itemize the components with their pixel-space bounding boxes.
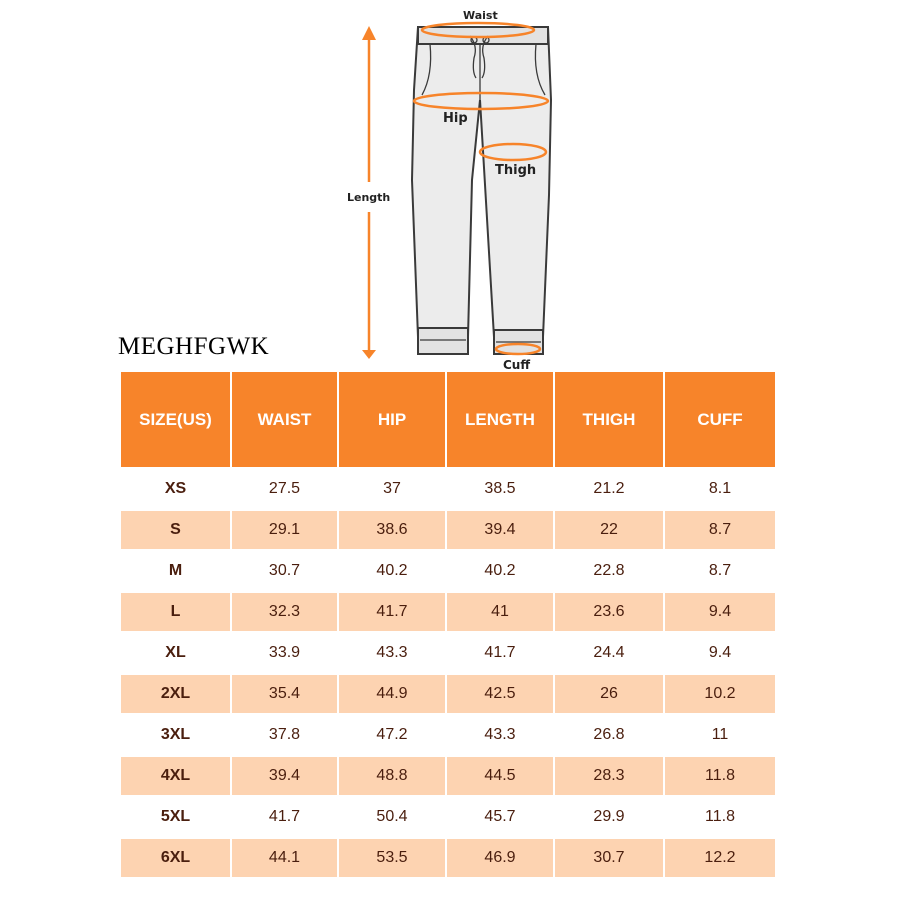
cell-cuff: 8.1 [665, 467, 775, 508]
cell-hip: 53.5 [339, 836, 445, 877]
table-row [121, 508, 775, 549]
cell-thigh: 23.6 [555, 590, 663, 631]
cell-size: 2XL [121, 672, 230, 713]
cell-thigh: 21.2 [555, 467, 663, 508]
cell-size: 6XL [121, 836, 230, 877]
cell-waist: 29.1 [232, 508, 337, 549]
cell-length: 45.7 [447, 795, 553, 836]
cell-cuff: 11.8 [665, 795, 775, 836]
cell-size: 3XL [121, 713, 230, 754]
cell-cuff: 8.7 [665, 549, 775, 590]
cell-size: M [121, 549, 230, 590]
table-row [121, 631, 775, 672]
header-size: SIZE(US) [121, 372, 230, 467]
cell-size: XL [121, 631, 230, 672]
table-header-row [121, 372, 775, 467]
cell-length: 46.9 [447, 836, 553, 877]
hip-label: Hip [443, 111, 468, 126]
header-thigh: THIGH [555, 372, 663, 467]
cell-waist: 32.3 [232, 590, 337, 631]
cell-waist: 27.5 [232, 467, 337, 508]
cell-hip: 44.9 [339, 672, 445, 713]
cell-length: 42.5 [447, 672, 553, 713]
cell-hip: 41.7 [339, 590, 445, 631]
cell-size: S [121, 508, 230, 549]
cell-cuff: 8.7 [665, 508, 775, 549]
table-body [121, 467, 775, 877]
cell-length: 43.3 [447, 713, 553, 754]
cell-length: 41.7 [447, 631, 553, 672]
cell-length: 40.2 [447, 549, 553, 590]
header-waist: WAIST [232, 372, 337, 467]
brand-name: MEGHFGWK [118, 333, 270, 360]
waist-label: Waist [463, 9, 498, 22]
thigh-label: Thigh [495, 163, 537, 178]
header-length: LENGTH [447, 372, 553, 467]
cell-waist: 39.4 [232, 754, 337, 795]
cell-length: 41 [447, 590, 553, 631]
table-row [121, 754, 775, 795]
cell-size: 5XL [121, 795, 230, 836]
cell-size: XS [121, 467, 230, 508]
cell-length: 44.5 [447, 754, 553, 795]
cell-waist: 37.8 [232, 713, 337, 754]
table-row [121, 713, 775, 754]
pants-outline [412, 27, 551, 354]
table-row [121, 836, 775, 877]
cell-waist: 30.7 [232, 549, 337, 590]
cell-waist: 33.9 [232, 631, 337, 672]
cell-thigh: 28.3 [555, 754, 663, 795]
cell-hip: 40.2 [339, 549, 445, 590]
table-row [121, 467, 775, 508]
cell-length: 39.4 [447, 508, 553, 549]
cell-thigh: 22 [555, 508, 663, 549]
cell-cuff: 9.4 [665, 631, 775, 672]
cell-thigh: 26.8 [555, 713, 663, 754]
cell-cuff: 11 [665, 713, 775, 754]
header-hip: HIP [339, 372, 445, 467]
cell-hip: 43.3 [339, 631, 445, 672]
pants-illustration [0, 0, 900, 372]
cell-hip: 48.8 [339, 754, 445, 795]
cell-cuff: 9.4 [665, 590, 775, 631]
cell-hip: 38.6 [339, 508, 445, 549]
cell-thigh: 29.9 [555, 795, 663, 836]
cell-thigh: 24.4 [555, 631, 663, 672]
cell-cuff: 10.2 [665, 672, 775, 713]
pants-measurement-diagram [0, 0, 900, 372]
cell-thigh: 30.7 [555, 836, 663, 877]
length-label: Length [347, 191, 391, 204]
cell-thigh: 26 [555, 672, 663, 713]
cell-waist: 41.7 [232, 795, 337, 836]
cell-waist: 35.4 [232, 672, 337, 713]
table-row [121, 549, 775, 590]
cell-size: L [121, 590, 230, 631]
header-cuff: CUFF [665, 372, 775, 467]
cell-hip: 37 [339, 467, 445, 508]
cell-waist: 44.1 [232, 836, 337, 877]
cell-size: 4XL [121, 754, 230, 795]
table-row [121, 672, 775, 713]
cell-hip: 50.4 [339, 795, 445, 836]
table-row [121, 590, 775, 631]
cell-cuff: 12.2 [665, 836, 775, 877]
size-chart-table [119, 372, 777, 877]
cell-hip: 47.2 [339, 713, 445, 754]
cell-cuff: 11.8 [665, 754, 775, 795]
cell-length: 38.5 [447, 467, 553, 508]
table-row [121, 795, 775, 836]
cuff-label: Cuff [503, 358, 531, 372]
cell-thigh: 22.8 [555, 549, 663, 590]
